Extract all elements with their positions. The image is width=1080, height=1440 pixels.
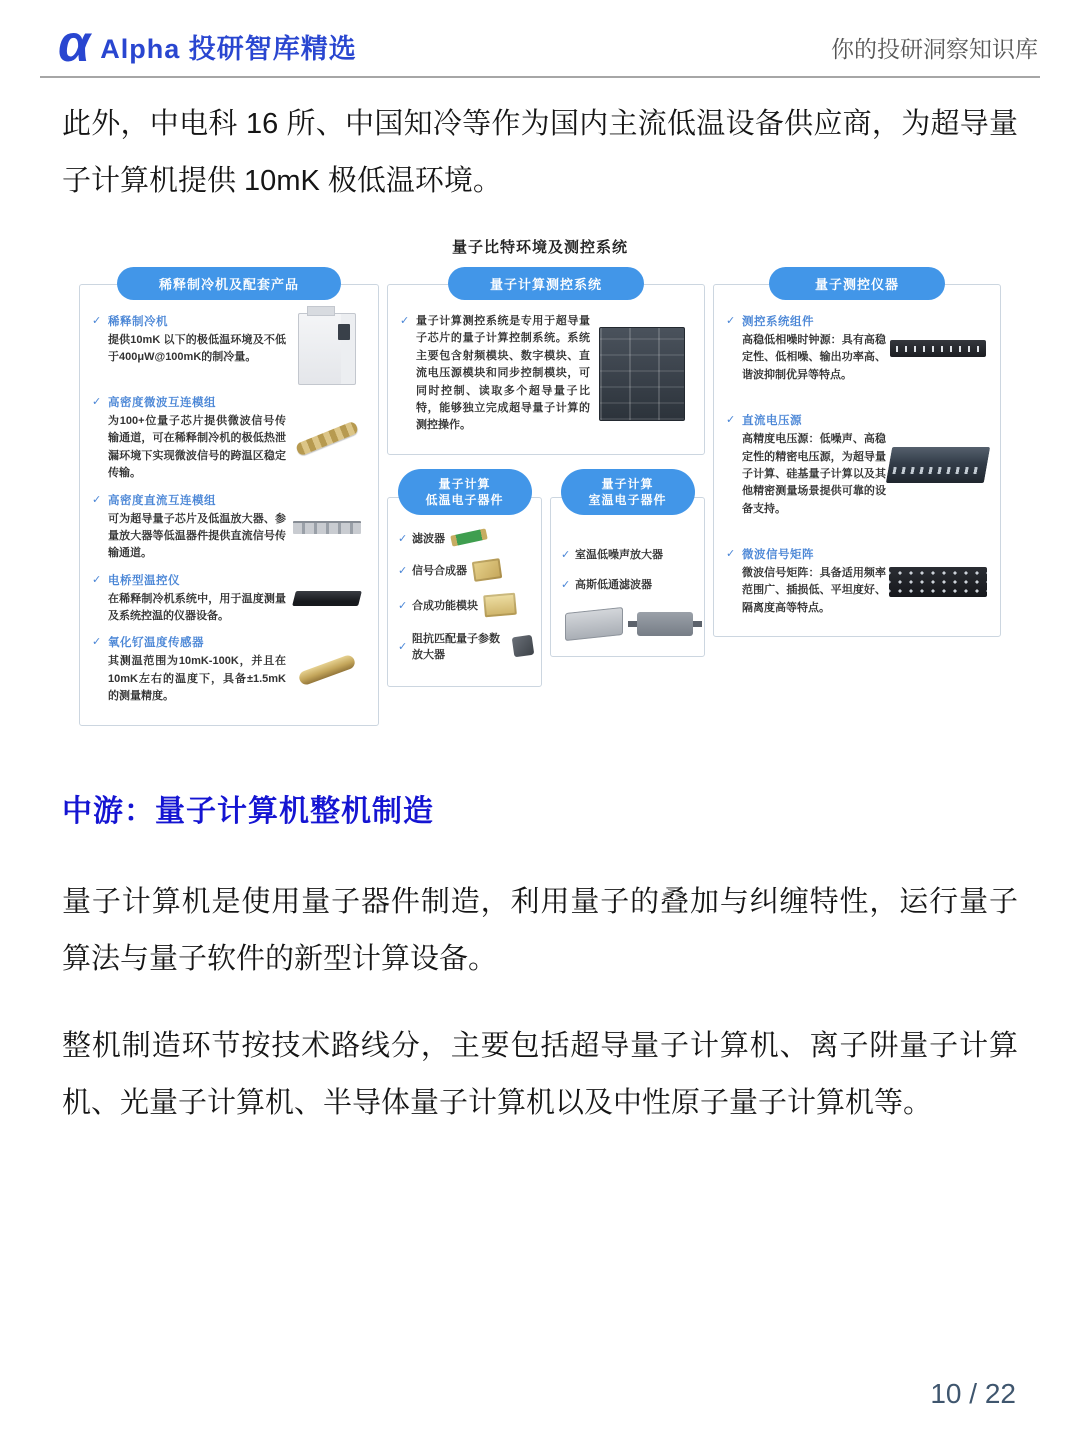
diagram-column-instruments <box>713 267 1001 637</box>
control-rack-image <box>599 327 685 421</box>
item-label: 合成功能模块 <box>412 599 478 612</box>
diagram-column-control-system <box>387 267 705 687</box>
check-icon: ✓ <box>92 573 102 586</box>
column-header-pill: 稀释制冷机及配套产品 <box>117 267 341 300</box>
diagram-item <box>398 594 533 616</box>
sub-column-lowtemp <box>387 469 542 687</box>
brand-title: Alpha 投研智库精选 <box>100 33 357 64</box>
check-icon: ✓ <box>92 493 102 506</box>
pill-line: 量子计算 <box>601 476 654 491</box>
room-temp-amplifier-image <box>565 607 623 641</box>
check-icon: ✓ <box>726 548 736 560</box>
diagram-item <box>398 630 533 662</box>
item-desc: 为100+位量子芯片提供微波信号传输通道，可在稀释制冷机的极低热泄漏环境下实现微波信号的跨温区稳定传输。 <box>108 415 286 480</box>
item-title: 电桥型温控仪 <box>108 574 180 587</box>
diagram-item <box>398 530 533 546</box>
qubit-environment-diagram <box>79 236 1001 726</box>
check-icon: ✓ <box>398 532 408 545</box>
filter-image <box>450 529 488 547</box>
parametric-amplifier-image <box>511 634 534 657</box>
signal-synthesizer-image <box>472 558 503 582</box>
item-label: 信号合成器 <box>412 564 467 577</box>
gaussian-filter-image <box>637 612 693 636</box>
microwave-matrix-image <box>889 567 987 597</box>
item-desc: 量子计算测控系统是专用于超导量子芯片的量子计算控制系统。系统主要包含射频模块、数字模块、直流电压源模块和同步控制模块，可同时控制、读取多个超导量子比特，能够独立完成超导量子计算的测控操作。 <box>416 315 590 432</box>
check-icon: ✓ <box>398 599 408 612</box>
diagram-item <box>726 313 990 384</box>
item-desc: 提供10mK 以下的极低温环境及不低于400μW@100mK的制冷量。 <box>108 334 286 364</box>
microwave-interconnect-image <box>295 420 359 456</box>
diagram-column-refrigerator <box>79 267 379 726</box>
diagram-item <box>92 313 368 385</box>
item-desc: 微波信号矩阵：具备适用频率范围广、插损低、平坦度好、隔离度高等特点。 <box>742 567 886 614</box>
item-desc: 在稀释制冷机系统中，用于温度测量及系统控温的仪器设备。 <box>108 592 286 622</box>
item-label: 高斯低通滤波器 <box>575 578 652 591</box>
header-divider <box>40 76 1040 78</box>
bridge-temp-controller-image <box>292 591 362 606</box>
midstream-paragraph-1: 量子计算机是使用量子器件制造，利用量子的叠加与纠缠特性，运行量子算法与量子软件的新型计算设备。 <box>62 885 1018 975</box>
dilution-refrigerator-image <box>298 313 356 385</box>
diagram-title: 量子比特环境及测控系统 <box>451 239 628 256</box>
item-title: 高密度微波互连模组 <box>108 397 216 409</box>
brand-logo <box>58 15 357 73</box>
sub-column-header-pill <box>398 469 532 515</box>
dc-interconnect-image <box>293 521 361 534</box>
check-icon: ✓ <box>92 396 102 408</box>
item-title: 氧化钌温度传感器 <box>108 637 204 650</box>
item-title: 微波信号矩阵 <box>742 549 814 561</box>
pill-line: 低温电子器件 <box>425 492 504 507</box>
check-icon: ✓ <box>561 578 571 591</box>
item-title: 直流电压源 <box>742 415 802 428</box>
item-desc: 可为超导量子芯片及低温放大器、参量放大器等低温器件提供直流信号传输通道。 <box>108 512 286 560</box>
item-label: 室温低噪声放大器 <box>575 548 663 561</box>
diagram-item <box>400 313 694 435</box>
midstream-paragraph-2: 整机制造环节按技术路线分，主要包括超导量子计算机、离子阱量子计算机、光量子计算机、半导体量子计算机以及中性原子量子计算机等。 <box>62 1029 1018 1119</box>
diagram-item <box>726 546 990 617</box>
item-desc: 高稳低相噪时钟源：具有高稳定性、低相噪、输出功率高、谐波抑制优异等特点。 <box>742 334 886 381</box>
item-desc: 高精度电压源：低噪声、高稳定性的精密电压源，为超导量子计算、硅基量子计算以及其他精密测量场景提供可靠的设备支持。 <box>742 433 886 515</box>
alpha-logo-icon: α <box>58 15 91 73</box>
clock-source-image <box>890 340 986 357</box>
diagram-item <box>726 412 990 518</box>
item-label: 阻抗匹配量子参数放大器 <box>412 632 500 661</box>
intro-paragraph: 此外，中电科 16 所、中国知冷等作为国内主流低温设备供应商，为超导量子计算机提供 10mK 极低温环境。 <box>62 108 1018 197</box>
diagram-item <box>92 634 368 705</box>
sub-column-header-pill <box>561 469 695 515</box>
check-icon: ✓ <box>726 315 736 327</box>
item-title: 测控系统组件 <box>742 316 814 328</box>
item-desc: 其测温范围为10mK-100K，并且在10mK左右的温度下，具备±1.5mK的测量精度。 <box>108 655 286 703</box>
item-title: 高密度直流互连模组 <box>108 494 216 507</box>
column-box <box>387 284 705 455</box>
dc-voltage-source-image <box>886 447 990 483</box>
check-icon: ✓ <box>398 640 408 653</box>
diagram-item <box>398 560 533 580</box>
function-module-image <box>483 592 517 617</box>
check-icon: ✓ <box>92 636 102 649</box>
sub-column-box <box>387 497 542 687</box>
brand-tagline: 你的投研洞察知识库 <box>831 36 1038 62</box>
pill-line: 室温电子器件 <box>588 492 667 507</box>
diagram-item <box>561 576 696 592</box>
diagram-item <box>92 394 368 483</box>
item-title: 稀释制冷机 <box>108 316 168 328</box>
sub-column-roomtemp <box>550 469 705 687</box>
column-box <box>713 284 1001 637</box>
page-header <box>0 0 1080 73</box>
column-box <box>79 284 379 726</box>
diagram-item <box>92 572 368 626</box>
column-header-pill: 量子计算测控系统 <box>448 267 644 300</box>
check-icon: ✓ <box>726 414 736 427</box>
check-icon: ✓ <box>92 315 102 327</box>
page-indicator: 10 / 22 <box>930 1378 1016 1409</box>
diagram-item <box>92 492 368 563</box>
pill-line: 量子计算 <box>438 476 491 491</box>
check-icon: ✓ <box>398 564 408 577</box>
section-heading-midstream: 中游：量子计算机整机制造 <box>62 794 434 828</box>
sub-column-box <box>550 497 705 657</box>
check-icon: ✓ <box>561 548 571 561</box>
column-header-pill: 量子测控仪器 <box>769 267 945 300</box>
check-icon: ✓ <box>400 315 410 327</box>
diagram-item <box>561 546 696 562</box>
item-label: 滤波器 <box>412 532 445 545</box>
ruthenium-oxide-sensor-image <box>297 653 356 686</box>
